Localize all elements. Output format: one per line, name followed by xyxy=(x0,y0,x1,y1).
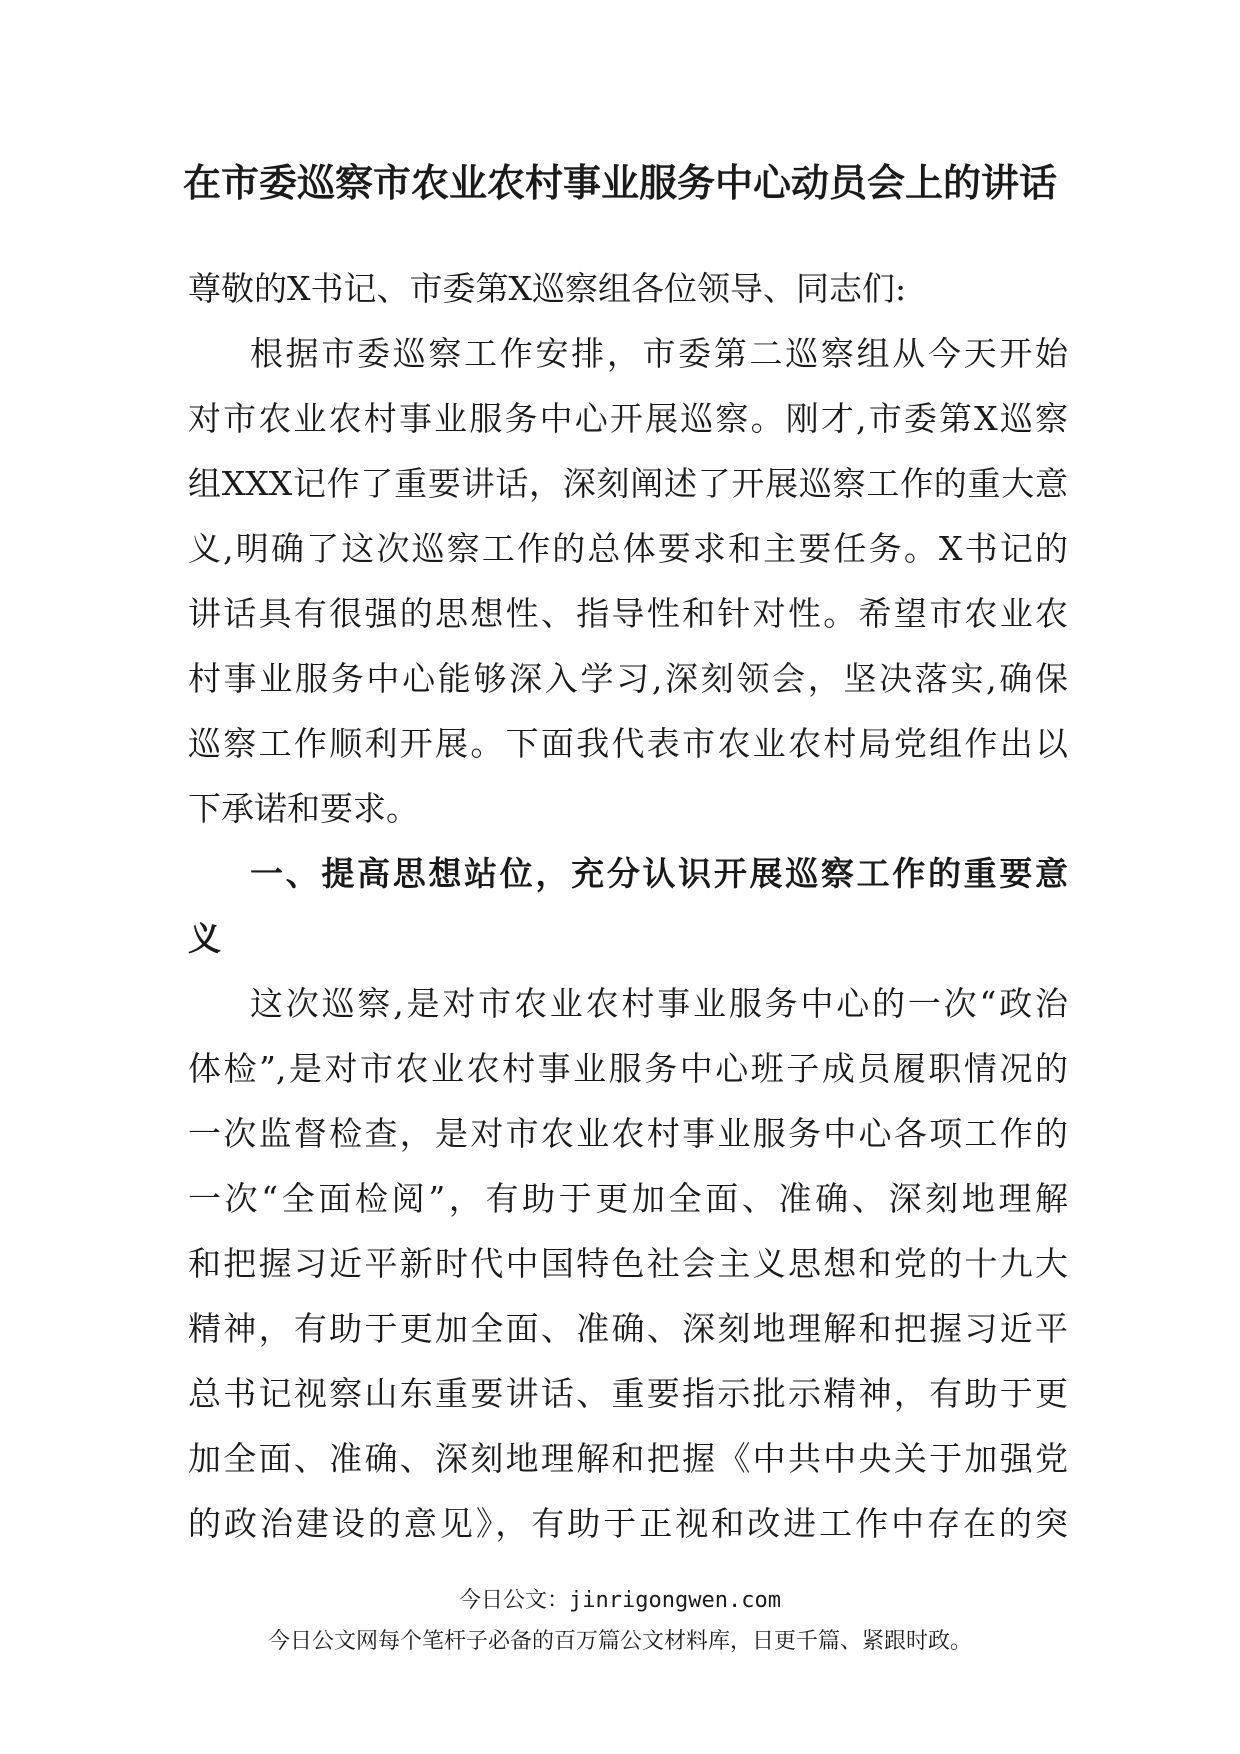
paragraph-line: 义,明确了这次巡察工作的总体要求和主要任务。X书记的 xyxy=(188,529,1068,568)
paragraph-line: 巡察工作顺利开展。下面我代表市农业农村局党组作出以 xyxy=(188,724,1068,763)
paragraph-line: 一次监督检查，是对市农业农村事业服务中心各项工作的 xyxy=(188,1114,1068,1153)
paragraph-line: 一次“全面检阅”，有助于更加全面、准确、深刻地理解 xyxy=(188,1179,1068,1218)
section-heading-line: 义 xyxy=(188,919,221,958)
paragraph-line: 精神，有助于更加全面、准确、深刻地理解和把握习近平 xyxy=(188,1309,1068,1348)
document-body xyxy=(188,256,1068,1556)
paragraph-line: 组XXX记作了重要讲话，深刻阐述了开展巡察工作的重大意 xyxy=(188,464,1068,503)
document-title: 在市委巡察市农业农村事业服务中心动员会上的讲话 xyxy=(182,161,1057,205)
paragraph-line: 加全面、准确、深刻地理解和把握《中共中央关于加强党 xyxy=(188,1439,1068,1478)
footer-site-url[interactable]: jinrigongwen.com xyxy=(569,1588,781,1613)
footer-site-line xyxy=(0,1586,1240,1616)
footer-site-label: 今日公文： xyxy=(459,1588,570,1613)
paragraph-line: 的政治建设的意见》，有助于正视和改进工作中存在的突 xyxy=(188,1504,1068,1543)
paragraph-line: 和把握习近平新时代中国特色社会主义思想和党的十九大 xyxy=(188,1244,1068,1283)
paragraph-line: 讲话具有很强的思想性、指导性和针对性。希望市农业农 xyxy=(188,594,1068,633)
footer-slogan: 今日公文网每个笔杆子必备的百万篇公文材料库，日更千篇、紧跟时政。 xyxy=(267,1629,972,1654)
paragraph-line: 这次巡察,是对市农业农村事业服务中心的一次“政治 xyxy=(250,984,1068,1023)
paragraph-line: 下承诺和要求。 xyxy=(188,789,419,828)
paragraph-line: 总书记视察山东重要讲话、重要指示批示精神，有助于更 xyxy=(188,1374,1068,1413)
section-heading-line: 一、提高思想站位，充分认识开展巡察工作的重要意 xyxy=(250,854,1068,893)
paragraph-line: 村事业服务中心能够深入学习,深刻领会，坚决落实,确保 xyxy=(188,659,1068,698)
paragraph-line: 对市农业农村事业服务中心开展巡察。刚才,市委第X巡察 xyxy=(188,399,1068,438)
paragraph-line: 尊敬的X书记、市委第X巡察组各位领导、同志们: xyxy=(188,269,907,308)
paragraph-line: 体检”,是对市农业农村事业服务中心班子成员履职情况的 xyxy=(188,1049,1068,1088)
paragraph-line: 根据市委巡察工作安排，市委第二巡察组从今天开始 xyxy=(250,334,1068,373)
